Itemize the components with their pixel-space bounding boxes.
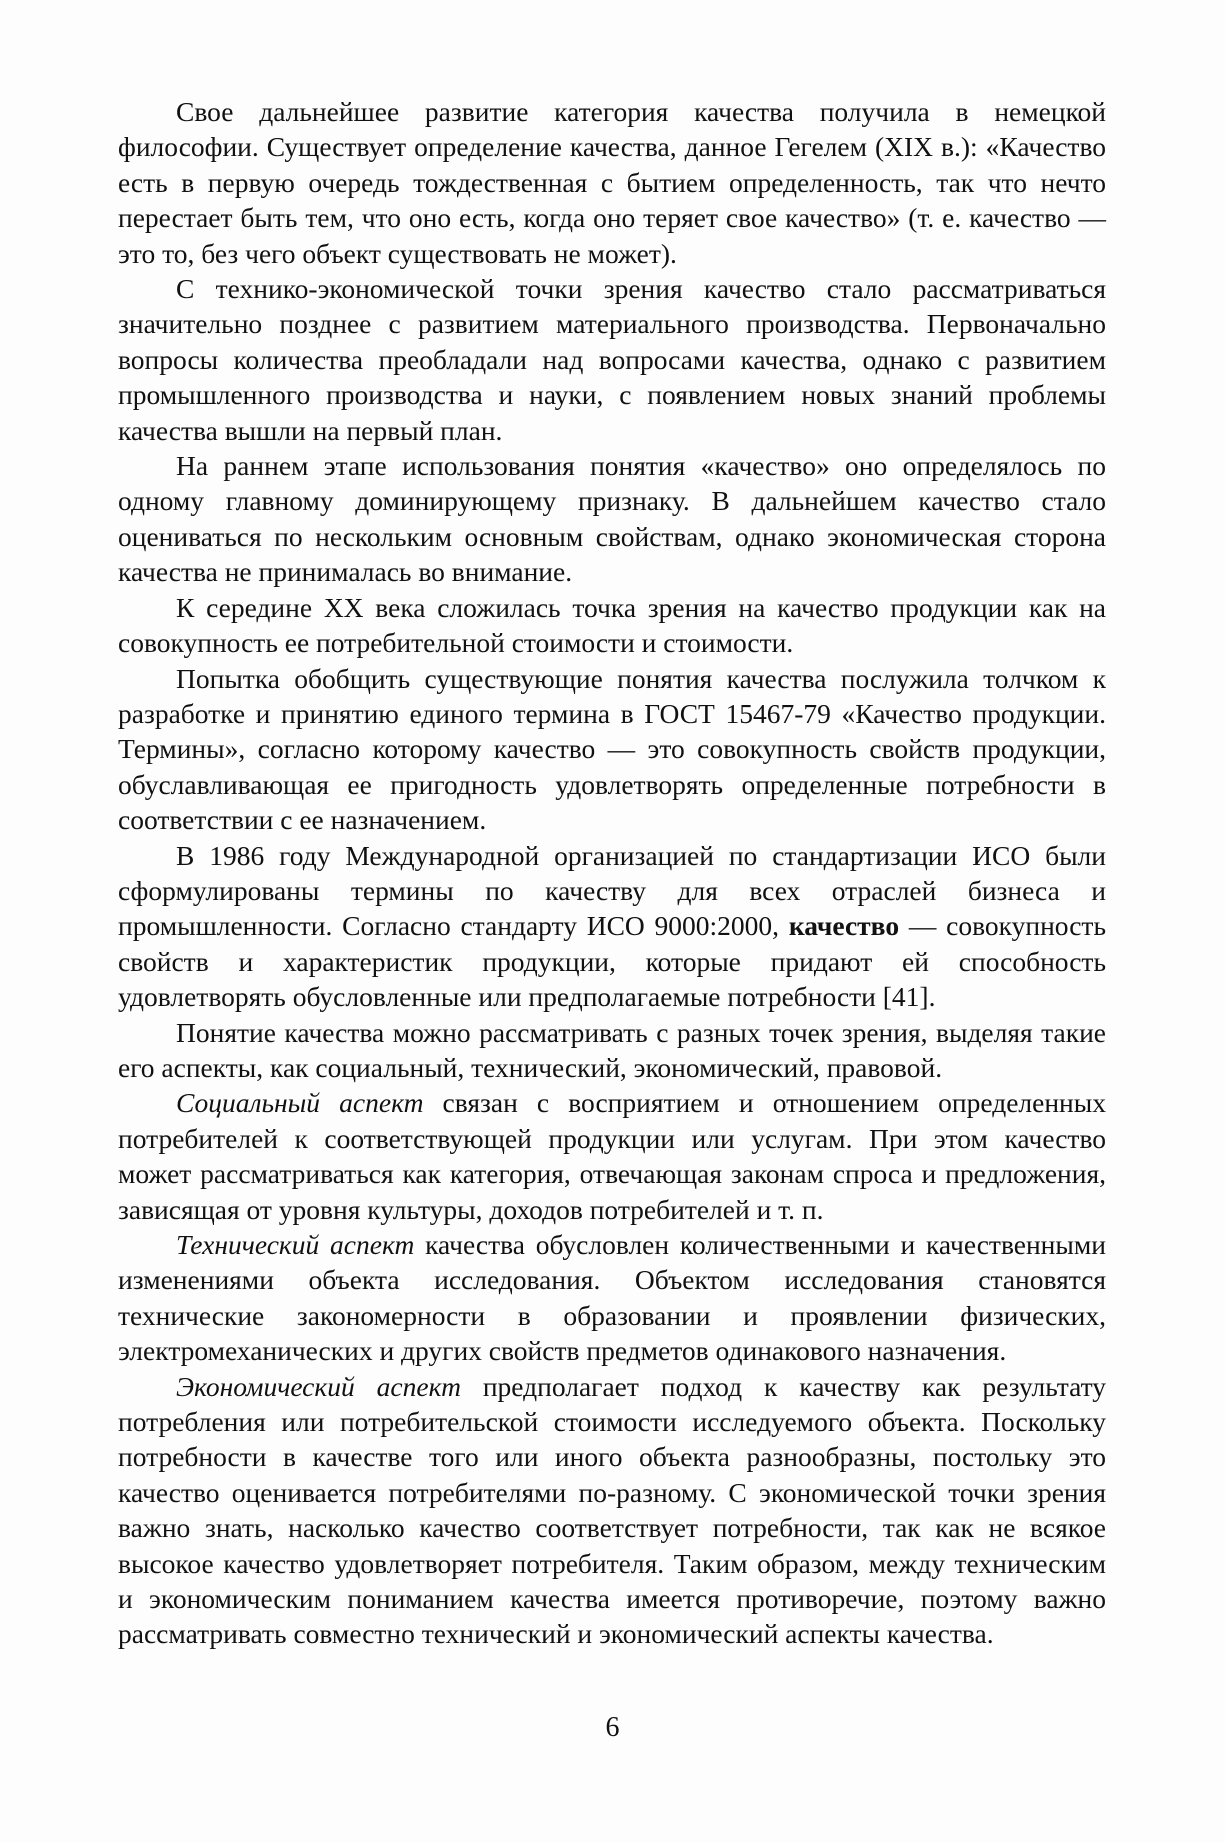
economic-aspect-term: Экономический аспект [176, 1370, 461, 1402]
paragraph-technical-aspect [118, 1227, 1106, 1369]
paragraph-economic-aspect [118, 1369, 1106, 1652]
social-aspect-term: Социальный аспект [176, 1087, 424, 1119]
iso-text-before: В 1986 году Международной организацией по стандартизации ИСО были сформулированы термины по качеству для всех отраслей бизнеса и промышленности. Согласно стандарту ИСО 9000:2000, [118, 839, 1106, 942]
body-text [118, 94, 1106, 1652]
iso-text-after: — совокупность свойств и характеристик продукции, которые придают ей способность удовлетворять обусловленные или предполагаемые потребности [41]. [118, 910, 1106, 1013]
paragraph-aspects: Понятие качества можно рассматривать с разных точек зрения, выделяя такие его аспекты, как социальный, технический, экономический, правовой. [118, 1016, 1106, 1083]
iso-term-bold: качество [788, 910, 900, 942]
paragraph-hegel: Свое дальнейшее развитие категория качества получила в немецкой философии. Существует определение качества, данное Гегелем (XIX в.): «Качество есть в первую очередь тождественная с бытием определенность, так что нечто перестает быть тем, что оно есть, когда оно теряет свое качество» (т. е. качество — это то, без чего объект существовать не может). [118, 96, 1106, 269]
paragraph-gost: Попытка обобщить существующие понятия качества послужила толчком к разработке и принятию единого термина в ГОСТ 15467-79 «Качество продукции. Термины», согласно которому качество — это совокупность свойств продукции, обуславливающая ее пригодность удовлетворять определенные потребности в соответствии с ее назначением. [118, 662, 1106, 836]
technical-aspect-text: качества обусловлен количественными и качественными изменениями объекта исследования. Объектом исследования становятся технические закономерности в образовании и проявлении физических, электромеханических и других свойств предметов одинакового назначения. [118, 1229, 1106, 1367]
paragraph-mid-century: К середине XX века сложилась точка зрения на качество продукции как на совокупность ее потребительной стоимости и стоимости. [118, 591, 1106, 659]
paragraph-social-aspect [118, 1085, 1106, 1227]
social-aspect-text: связан с восприятием и отношением определенных потребителей к соответствующей продукции или услугам. При этом качество может рассматриваться как категория, отвечающая законам спроса и предложения, зависящая от уровня культуры, доходов потребителей и т. п. [118, 1087, 1106, 1225]
economic-aspect-text: предполагает подход к качеству как результату потребления или потребительской стоимости исследуемого объекта. Поскольку потребности в качестве того или иного объекта разнообразны, постольку это качество оценивается потребителями по-разному. С экономической точки зрения важно знать, насколько качество соответствует потребности, так как не всякое высокое качество удовлетворяет потребителя. Таким образом, между техническим и экономическим пониманием качества имеется противоречие, поэтому важно рассматривать совместно технический и экономический аспекты качества. [118, 1370, 1106, 1650]
paragraph-iso [118, 838, 1106, 1015]
page-number: 6 [605, 1712, 620, 1743]
paragraph-technical-economic: С технико-экономической точки зрения качество стало рассматриваться значительно позднее с развитием материального производства. Первоначально вопросы количества преобладали над вопросами качества, однако с развитием промышленного производства и науки, с появлением новых знаний проблемы качества вышли на первый план. [118, 273, 1106, 446]
technical-aspect-term: Технический аспект [176, 1229, 415, 1260]
paragraph-early-stage: На раннем этапе использования понятия «качество» оно определялось по одному главному доминирующему признаку. В дальнейшем качество стало оцениваться по нескольким основным свойствам, однако экономическая сторона качества не принималась во внимание. [118, 450, 1106, 588]
